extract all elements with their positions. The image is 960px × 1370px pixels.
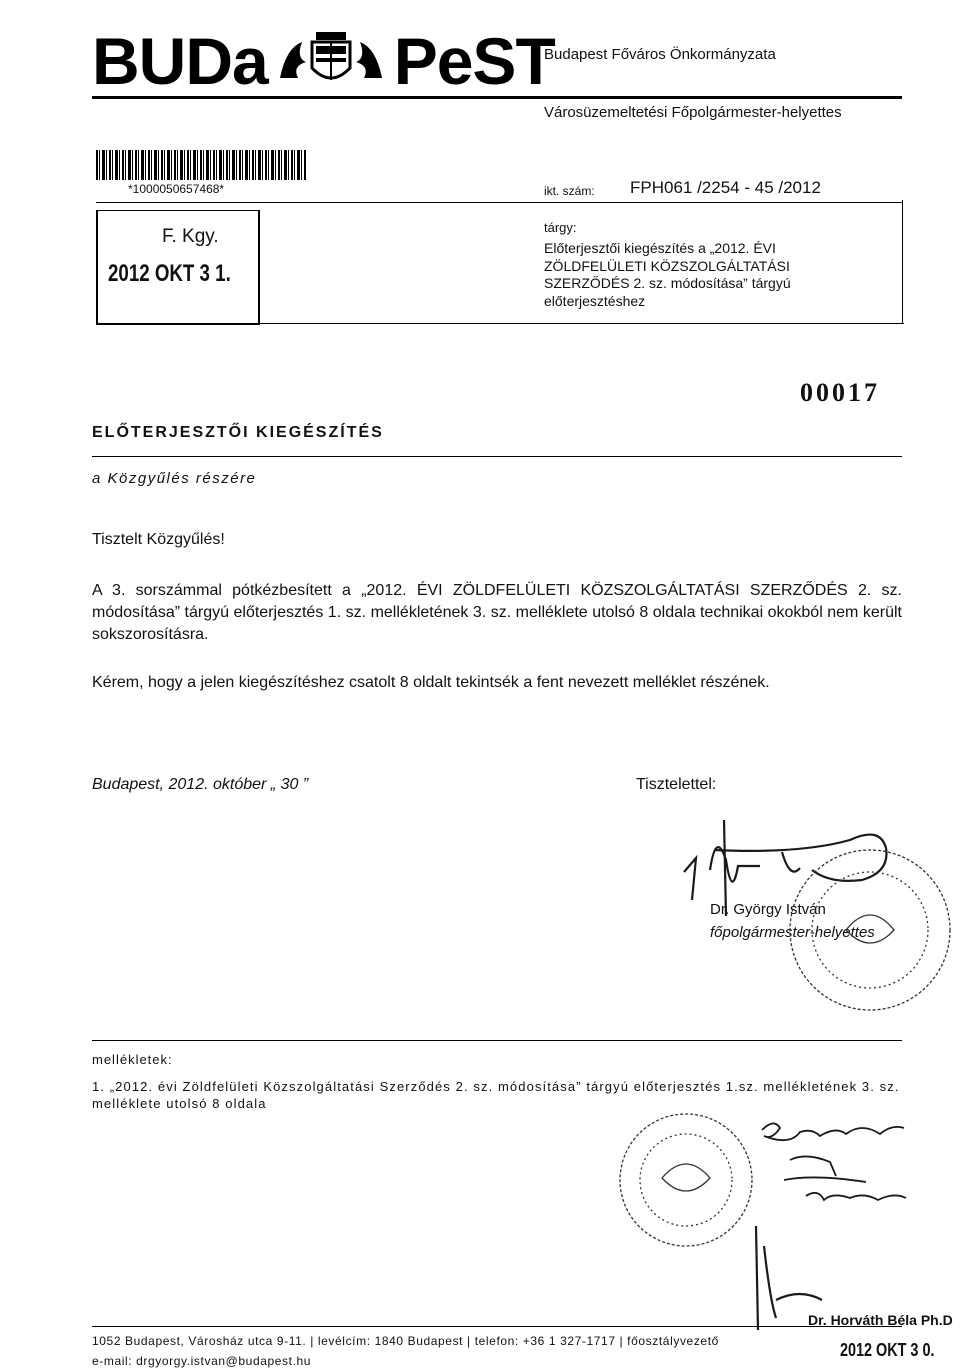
signature-horvath <box>756 1226 822 1330</box>
office-name: Városüzemeltetési Főpolgármester-helyettes <box>544 104 842 121</box>
official-seal-1 <box>790 850 950 1010</box>
signatory-name: Dr. György István <box>710 901 826 918</box>
signature-gyorgy <box>684 820 887 916</box>
document-heading: ELŐTERJESZTŐI KIEGÉSZÍTÉS <box>92 424 384 441</box>
body-paragraph-2: Kérem, hogy a jelen kiegészítéshez csatolt 8 oldalt tekintsék a fent nevezett melléklet részének. <box>92 674 770 691</box>
subject-label: tárgy: <box>544 220 577 235</box>
logo-text-right: PeST <box>393 24 555 98</box>
handwritten-approval <box>762 1123 906 1200</box>
footer-email: e-mail: drgyorgy.istvan@budapest.hu <box>92 1354 312 1368</box>
subject-line: ZÖLDFELÜLETI KÖZSZOLGÁLTATÁSI <box>544 257 790 274</box>
filing-number-label: ikt. szám: <box>544 184 595 198</box>
official-seal-2 <box>620 1114 752 1246</box>
logo-text-left: BUDa <box>92 24 268 98</box>
salutation: Tisztelt Közgyűlés! <box>92 531 225 548</box>
footer-address: 1052 Budapest, Városház utca 9-11. | levélcím: 1840 Budapest | telefon: +36 1 327-1717 | főosztályvezető <box>92 1334 719 1348</box>
subject-line: előterjesztéshez <box>544 292 646 309</box>
filing-number: FPH061 /2254 - 45 /2012 <box>630 178 821 197</box>
signatory-title: főpolgármester-helyettes <box>710 924 875 941</box>
body-paragraph-1: A 3. sorszámmal pótkézbesített a „2012. ÉVI ZÖLDFELÜLETI KÖZSZOLGÁLTATÁSI SZERZŐDÉS 2. sz. módosítása” tárgyú előterjesztés 1. sz. mellékletének 3. sz. melléklete utolsó 8 oldala technikai okokból nem került sokszorosításra. <box>92 582 902 643</box>
subject-line: Előterjesztői kiegészítés a „2012. ÉVI <box>544 240 776 256</box>
stamp-committee: F. Kgy. <box>162 226 219 247</box>
subject-line: SZERZŐDÉS 2. sz. módosítása” tárgyú <box>544 275 791 291</box>
attachment-item: 1. „2012. évi Zöldfelületi Közszolgáltatási Szerződés 2. sz. módosítása” tárgyú előterjesztés 1.sz. mellékletének 3. sz. melléklete utolsó 8 oldala <box>92 1079 900 1111</box>
stamp-date: 2012 OKT 3 1. <box>108 260 231 287</box>
document-number: 00017 <box>800 378 880 407</box>
approver-name: Dr. Horváth Béla Ph.D <box>808 1312 953 1328</box>
footer-date-stamp: 2012 OKT 3 0. <box>840 1340 935 1360</box>
document-subheading: a Közgyűlés részére <box>92 470 257 487</box>
closing-regards: Tisztelettel: <box>636 776 717 793</box>
organization-name: Budapest Főváros Önkormányzata <box>544 46 776 63</box>
place-and-date: Budapest, 2012. október „ 30 ” <box>92 776 309 793</box>
barcode-number: *1000050657468* <box>128 182 225 196</box>
attachments-label: mellékletek: <box>92 1052 173 1067</box>
